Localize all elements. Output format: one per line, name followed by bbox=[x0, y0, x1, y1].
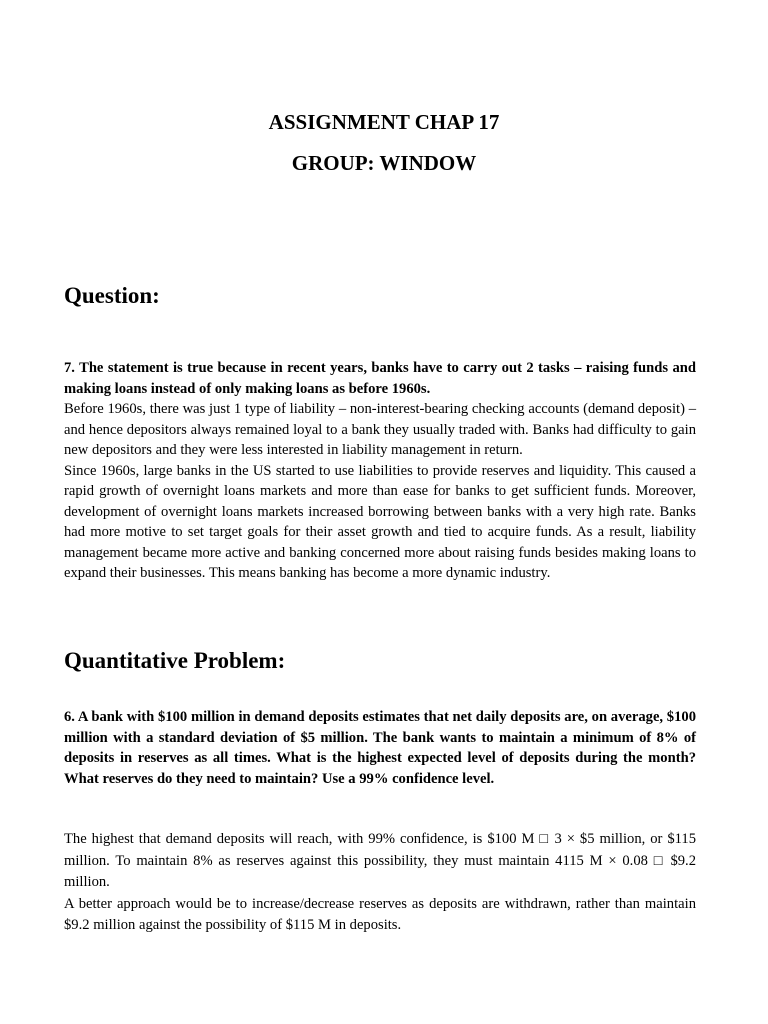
quantitative-problem: 6. A bank with $100 million in demand deposits estimates that net daily deposits are, on average, $100 million with a standard deviation of $5 million. The bank wants to maintain a minimum of 8% of deposits in reserves as all times. What is the highest expected level of deposits during the month? What reserves do they need to maintain? Use a 99% confidence level. bbox=[64, 709, 696, 787]
quantitative-problem-section bbox=[64, 707, 696, 789]
question-paragraph-1: Before 1960s, there was just 1 type of liability – non-interest-bearing checking accounts (demand deposit) – and hence depositors always remained loyal to a bank they usually traded with. Banks had difficulty to gain new depositors and they were less interested in liability management in return. bbox=[64, 401, 696, 458]
quantitative-heading: Quantitative Problem: bbox=[64, 648, 286, 673]
question-heading: Question: bbox=[64, 283, 160, 308]
quantitative-answer-1: The highest that demand deposits will reach, with 99% confidence, is $100 M □ 3 × $5 million, or $115 million. To maintain 8% as reserves against this possibility, they must maintain 4115 M × 0.08 □ $9.2 million. bbox=[64, 831, 696, 890]
quantitative-answer-2: A better approach would be to increase/decrease reserves as deposits are withdrawn, rather than maintain $9.2 million against the possibility of $115 M in deposits. bbox=[64, 895, 696, 933]
question-statement: 7. The statement is true because in recent years, banks have to carry out 2 tasks – raising funds and making loans instead of only making loans as before 1960s. bbox=[64, 360, 696, 397]
question-paragraph-2: Since 1960s, large banks in the US started to use liabilities to provide reserves and liquidity. This caused a rapid growth of overnight loans markets and more than ease for banks to get sufficient funds. Moreover, development of overnight loans markets increased borrowing between banks with a very high rate. Banks had more motive to set target goals for their asset growth and tied to acquire funds. As a result, liability management became more active and banking concerned more about raising funds besides making loans to expand their businesses. This means banking has become a more dynamic industry. bbox=[64, 462, 696, 581]
document-title: ASSIGNMENT CHAP 17 bbox=[268, 110, 500, 134]
quantitative-answer-section bbox=[64, 829, 696, 937]
group-name: GROUP: WINDOW bbox=[291, 151, 477, 175]
question-section bbox=[64, 358, 696, 584]
